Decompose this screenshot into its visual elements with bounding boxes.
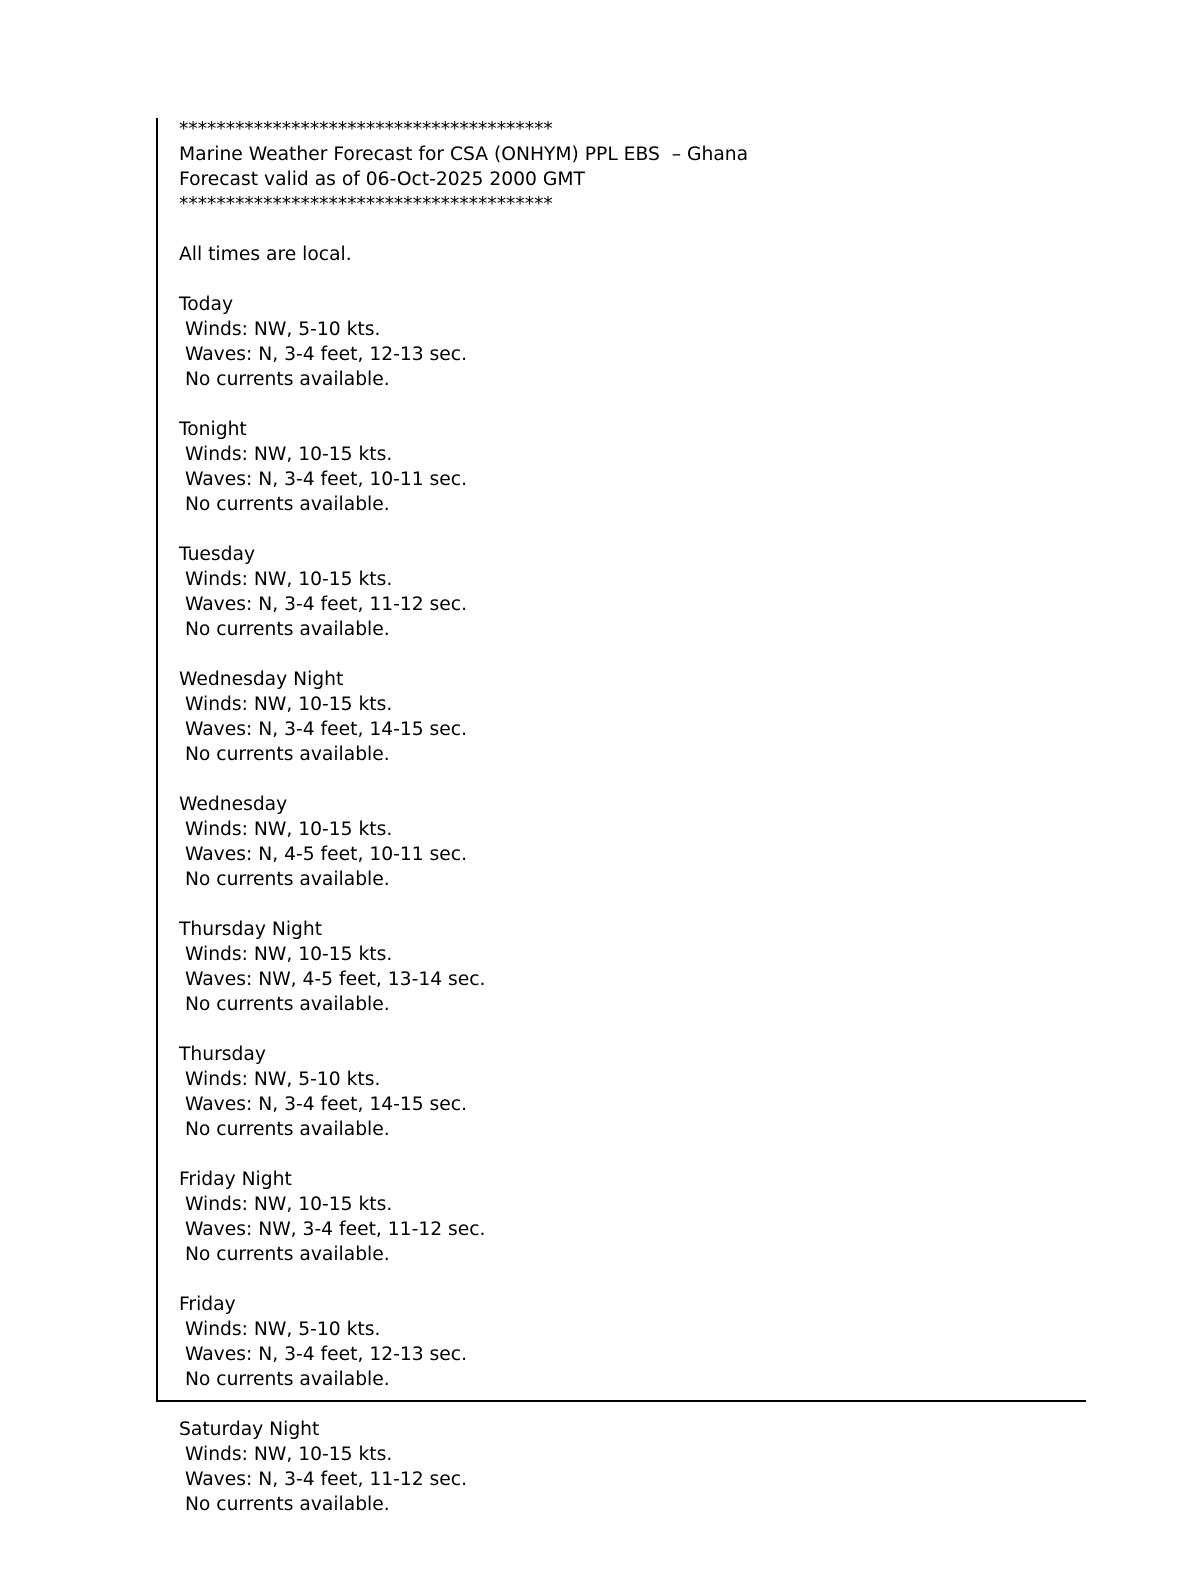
currents-line: No currents available. <box>179 369 390 390</box>
currents-line: No currents available. <box>179 1369 390 1390</box>
waves-line: Waves: N, 3-4 feet, 12-13 sec. <box>179 1344 468 1365</box>
winds-line: Winds: NW, 5-10 kts. <box>179 1069 381 1090</box>
waves-line: Waves: N, 3-4 feet, 14-15 sec. <box>179 1094 468 1115</box>
winds-line: Winds: NW, 10-15 kts. <box>179 819 393 840</box>
winds-line: Winds: NW, 10-15 kts. <box>179 694 393 715</box>
winds-line: Winds: NW, 10-15 kts. <box>179 444 393 465</box>
currents-line: No currents available. <box>179 1244 390 1265</box>
forecast-section-thursday <box>179 1042 1079 1142</box>
forecast-section-today <box>179 292 1079 392</box>
waves-line: Waves: NW, 3-4 feet, 11-12 sec. <box>179 1219 486 1240</box>
divider-top: **************************************** <box>179 119 553 140</box>
waves-line: Waves: N, 3-4 feet, 11-12 sec. <box>179 1469 468 1490</box>
forecast-section-thursday-night <box>179 917 1079 1017</box>
valid-timestamp: Forecast valid as of 06-Oct-2025 2000 GMT <box>179 169 585 190</box>
waves-line: Waves: N, 3-4 feet, 10-11 sec. <box>179 469 468 490</box>
forecast-section-friday <box>179 1292 1079 1392</box>
divider-bottom: **************************************** <box>179 194 553 215</box>
section-day: Thursday <box>179 1044 266 1065</box>
currents-line: No currents available. <box>179 1494 390 1515</box>
times-note: All times are local. <box>179 244 352 265</box>
waves-line: Waves: N, 3-4 feet, 14-15 sec. <box>179 719 468 740</box>
waves-line: Waves: N, 3-4 feet, 12-13 sec. <box>179 344 468 365</box>
currents-line: No currents available. <box>179 1119 390 1140</box>
forecast-section-tuesday <box>179 542 1079 642</box>
forecast-section-wednesday-night <box>179 667 1079 767</box>
winds-line: Winds: NW, 10-15 kts. <box>179 944 393 965</box>
winds-line: Winds: NW, 10-15 kts. <box>179 1194 393 1215</box>
section-day: Thursday Night <box>179 919 323 940</box>
waves-line: Waves: N, 3-4 feet, 11-12 sec. <box>179 594 468 615</box>
section-day: Wednesday <box>179 794 288 815</box>
waves-line: Waves: N, 4-5 feet, 10-11 sec. <box>179 844 468 865</box>
section-day: Tonight <box>179 419 247 440</box>
document-title: Marine Weather Forecast for CSA (ONHYM) PPL EBS – Ghana <box>179 144 749 165</box>
section-day: Today <box>179 294 234 315</box>
winds-line: Winds: NW, 5-10 kts. <box>179 1319 381 1340</box>
section-day: Wednesday Night <box>179 669 344 690</box>
forecast-document <box>179 117 1079 1542</box>
section-day: Friday <box>179 1294 236 1315</box>
currents-line: No currents available. <box>179 869 390 890</box>
winds-line: Winds: NW, 5-10 kts. <box>179 319 381 340</box>
forecast-section-wednesday <box>179 792 1079 892</box>
winds-line: Winds: NW, 10-15 kts. <box>179 1444 393 1465</box>
blank-line <box>179 217 1079 242</box>
forecast-section-tonight <box>179 417 1079 517</box>
blank-line <box>179 267 1079 292</box>
currents-line: No currents available. <box>179 619 390 640</box>
currents-line: No currents available. <box>179 744 390 765</box>
winds-line: Winds: NW, 10-15 kts. <box>179 569 393 590</box>
currents-line: No currents available. <box>179 494 390 515</box>
section-day: Friday Night <box>179 1169 292 1190</box>
currents-line: No currents available. <box>179 994 390 1015</box>
forecast-section-saturday-night <box>179 1417 1079 1517</box>
section-day: Saturday Night <box>179 1419 320 1440</box>
waves-line: Waves: NW, 4-5 feet, 13-14 sec. <box>179 969 486 990</box>
section-day: Tuesday <box>179 544 256 565</box>
forecast-section-friday-night <box>179 1167 1079 1267</box>
